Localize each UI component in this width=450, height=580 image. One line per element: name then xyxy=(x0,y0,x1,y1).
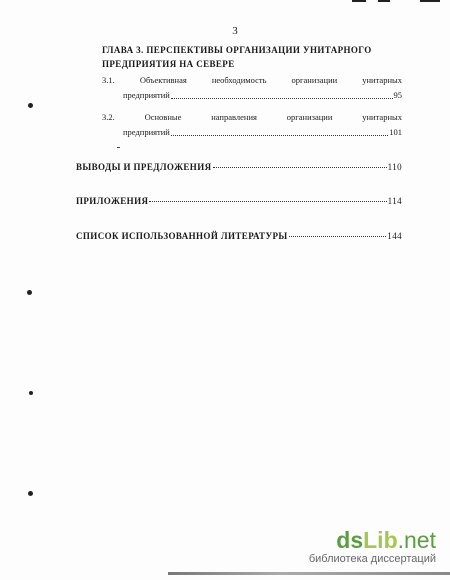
scan-mark-top-right-1 xyxy=(352,0,366,2)
section-number: 3.1. xyxy=(102,75,115,85)
toc-section-3-2 xyxy=(102,110,402,140)
scan-mark-top-right-2 xyxy=(378,0,390,2)
leader-dots xyxy=(149,196,386,202)
chapter-3-title-line-2: ПРЕДПРИЯТИЯ НА СЕВЕРЕ xyxy=(102,59,235,69)
section-word: унитарных xyxy=(362,112,402,122)
entry-page-ref: 114 xyxy=(387,196,402,206)
dslib-subtitle: библиотека диссертаций xyxy=(308,553,436,565)
leader-dots xyxy=(171,125,388,136)
entry-page-ref: 110 xyxy=(387,162,402,172)
chapter-3-heading xyxy=(102,43,402,71)
section-word: организации xyxy=(286,112,333,122)
page-number: 3 xyxy=(232,25,238,37)
section-number: 3.2. xyxy=(102,112,115,122)
section-continuation: предприятий xyxy=(123,90,170,100)
entry-title: ПРИЛОЖЕНИЯ xyxy=(76,196,149,206)
scan-mark-top-right-3 xyxy=(420,0,440,2)
section-page-ref: 95 xyxy=(393,90,402,100)
binding-hole-mark-1 xyxy=(28,103,33,108)
binding-hole-mark-4 xyxy=(28,491,33,496)
chapter-3-title-line-1: ГЛАВА 3. ПЕРСПЕКТИВЫ ОРГАНИЗАЦИИ УНИТАРНОГО xyxy=(102,45,372,55)
section-continuation: предприятий xyxy=(123,127,170,137)
entry-page-ref: 144 xyxy=(387,231,402,241)
section-word: Основные xyxy=(144,112,182,122)
leader-dots xyxy=(171,88,393,99)
section-word: направления xyxy=(211,112,257,122)
entry-title: ВЫВОДЫ И ПРЕДЛОЖЕНИЯ xyxy=(76,162,212,172)
leader-dots xyxy=(289,231,387,237)
section-page-ref: 101 xyxy=(389,127,402,137)
section-word: Объективная xyxy=(139,75,187,85)
leader-dots xyxy=(213,162,387,168)
section-word: унитарных xyxy=(362,75,402,85)
section-word: необходимость xyxy=(211,75,267,85)
toc-entry-appendices xyxy=(76,196,402,206)
binding-hole-mark-3 xyxy=(29,391,33,395)
toc-entry-references xyxy=(76,231,402,241)
scan-dash-mark xyxy=(117,147,120,148)
toc-entry-conclusions xyxy=(76,162,402,172)
dslib-watermark[interactable] xyxy=(309,528,436,565)
scan-footer-bar xyxy=(168,572,450,575)
toc-section-3-1 xyxy=(102,73,402,103)
entry-title: СПИСОК ИСПОЛЬЗОВАННОЙ ЛИТЕРАТУРЫ xyxy=(76,231,288,241)
section-word: организации xyxy=(291,75,338,85)
binding-hole-mark-2 xyxy=(27,290,32,295)
dslib-logo[interactable]: dsLib.net xyxy=(336,527,436,553)
